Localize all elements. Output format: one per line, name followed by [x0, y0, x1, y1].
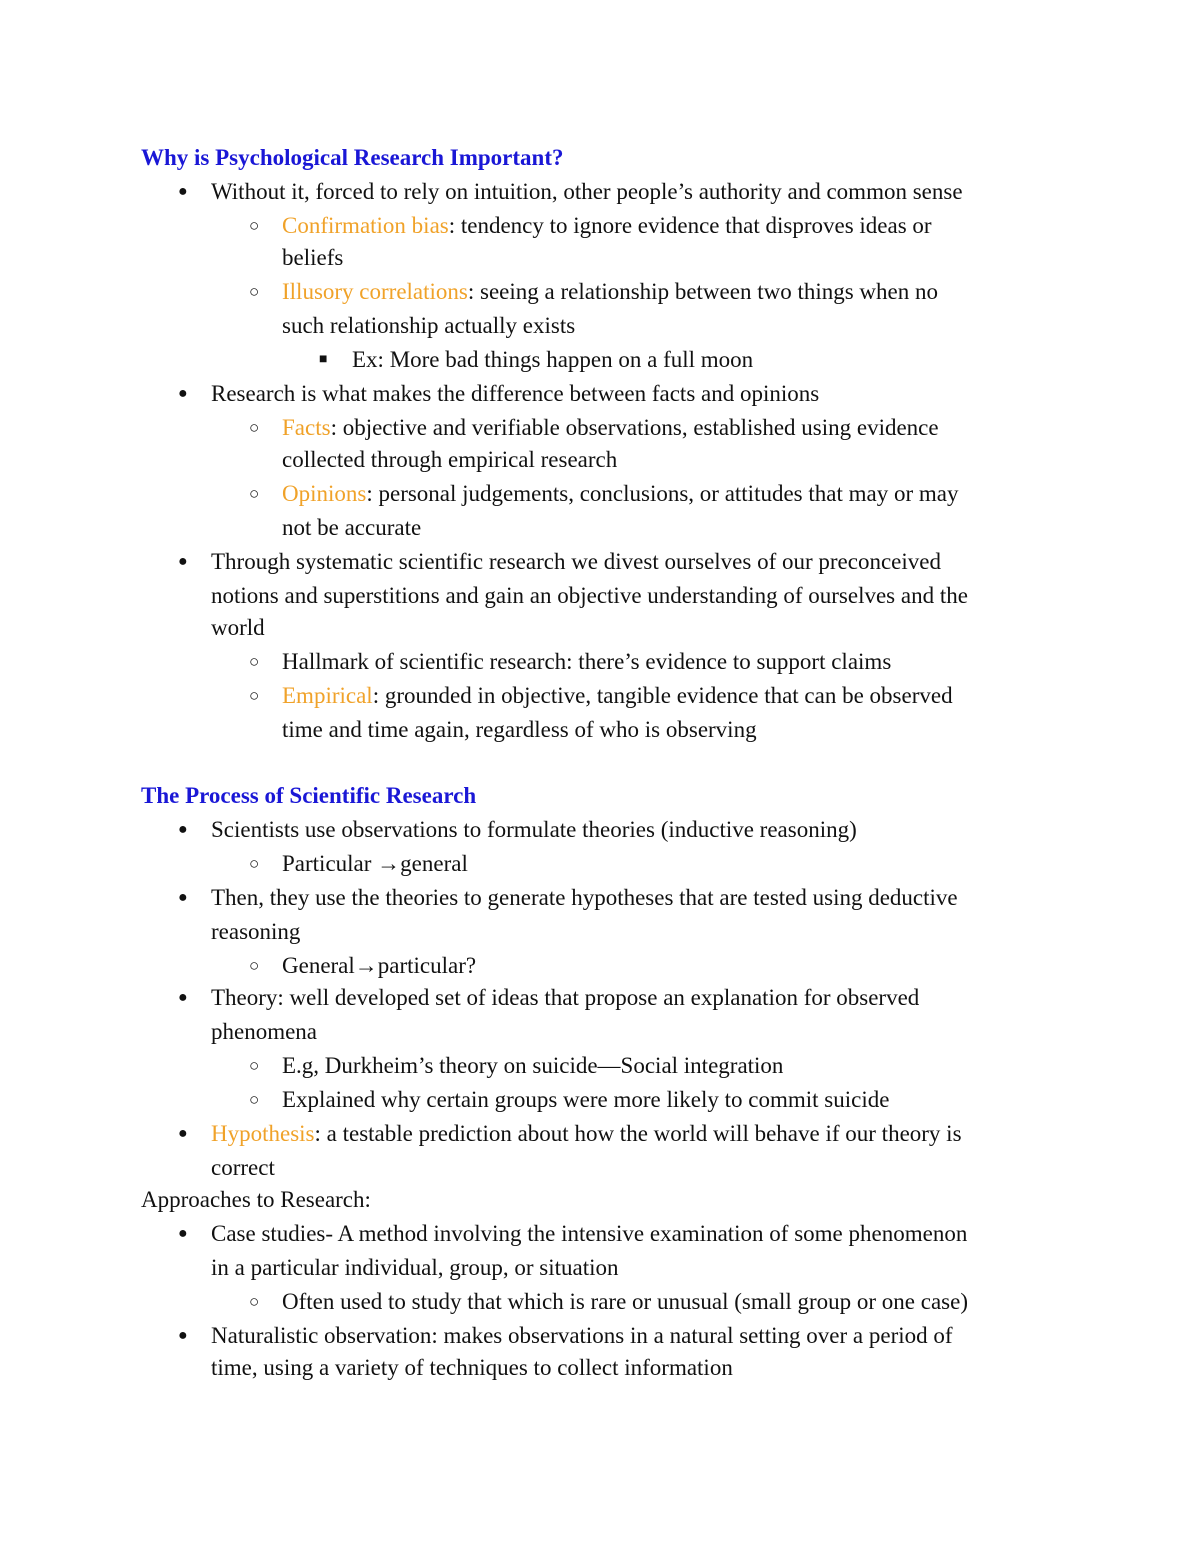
- list-item: Then, they use the theories to generate hypotheses that are tested using deductive: [211, 885, 958, 910]
- term-illusory-correlations: Illusory correlations: [282, 279, 468, 304]
- list-item: General→particular?: [282, 953, 477, 978]
- list-item: Particular →general: [282, 851, 468, 876]
- term-hypothesis: Hypothesis: [211, 1121, 315, 1146]
- definition-text: : objective and verifiable observations, established using evidence: [330, 415, 939, 440]
- term-facts: Facts: [282, 415, 331, 440]
- list-item: [282, 209, 932, 242]
- section-heading-why-research: Why is Psychological Research Important?: [141, 145, 564, 170]
- bullet-disc-icon: [178, 1319, 188, 1352]
- list-item-continuation: time and time again, regardless of who is observing: [282, 717, 757, 742]
- list-item: Case studies- A method involving the intensive examination of some phenomenon: [211, 1221, 968, 1246]
- bullet-circle-icon: [249, 645, 259, 678]
- bullet-disc-icon: [178, 881, 188, 914]
- bullet-circle-icon: [249, 949, 259, 982]
- list-item: Often used to study that which is rare or unusual (small group or one case): [282, 1289, 968, 1314]
- bullet-circle-icon: [249, 1049, 259, 1082]
- bullet-disc-icon: [178, 377, 188, 410]
- definition-text: : seeing a relationship between two things when no: [467, 279, 938, 304]
- list-item-continuation: not be accurate: [282, 515, 422, 540]
- list-item: Scientists use observations to formulate theories (inductive reasoning): [211, 817, 857, 842]
- list-item-continuation: world: [211, 615, 265, 640]
- list-item: Theory: well developed set of ideas that propose an explanation for observed: [211, 985, 920, 1010]
- bullet-square-icon: [319, 343, 327, 376]
- list-item: [282, 411, 939, 444]
- bullet-circle-icon: [249, 275, 259, 308]
- bullet-circle-icon: [249, 477, 259, 510]
- list-item: Research is what makes the difference between facts and opinions: [211, 381, 820, 406]
- term-empirical: Empirical: [282, 683, 373, 708]
- list-item: Naturalistic observation: makes observations in a natural setting over a period of: [211, 1323, 953, 1348]
- bullet-circle-icon: [249, 209, 259, 242]
- bullet-circle-icon: [249, 1083, 259, 1116]
- term-confirmation-bias: Confirmation bias: [282, 213, 449, 238]
- bullet-disc-icon: [178, 1117, 188, 1150]
- bullet-circle-icon: [249, 411, 259, 444]
- list-item: Explained why certain groups were more likely to commit suicide: [282, 1087, 890, 1112]
- bullet-disc-icon: [178, 175, 188, 208]
- list-item: Through systematic scientific research we divest ourselves of our preconceived: [211, 549, 941, 574]
- list-item-continuation: reasoning: [211, 919, 301, 944]
- list-item-continuation: such relationship actually exists: [282, 313, 576, 338]
- term-opinions: Opinions: [282, 481, 367, 506]
- bullet-circle-icon: [249, 679, 259, 712]
- list-item-continuation: beliefs: [282, 245, 344, 270]
- definition-text: : a testable prediction about how the world will behave if our theory is: [314, 1121, 962, 1146]
- section-heading-process: The Process of Scientific Research: [141, 783, 477, 808]
- approaches-label: Approaches to Research:: [141, 1187, 371, 1212]
- list-item: [282, 477, 958, 510]
- list-item: Hallmark of scientific research: there’s evidence to support claims: [282, 649, 892, 674]
- definition-text: : personal judgements, conclusions, or attitudes that may or may: [366, 481, 959, 506]
- definition-text: : grounded in objective, tangible evidence that can be observed: [372, 683, 953, 708]
- bullet-disc-icon: [178, 813, 188, 846]
- list-item: [282, 275, 938, 308]
- list-item: Ex: More bad things happen on a full moon: [352, 347, 754, 372]
- bullet-disc-icon: [178, 981, 188, 1014]
- bullet-circle-icon: [249, 1285, 259, 1318]
- bullet-circle-icon: [249, 847, 259, 880]
- definition-text: : tendency to ignore evidence that disproves ideas or: [448, 213, 932, 238]
- list-item-continuation: time, using a variety of techniques to collect information: [211, 1355, 733, 1380]
- list-item: E.g, Durkheim’s theory on suicide—Social integration: [282, 1053, 784, 1078]
- list-item-continuation: notions and superstitions and gain an objective understanding of ourselves and the: [211, 583, 968, 608]
- bullet-disc-icon: [178, 1217, 188, 1250]
- list-item: Without it, forced to rely on intuition, other people’s authority and common sense: [211, 179, 963, 204]
- list-item-continuation: correct: [211, 1155, 275, 1180]
- list-item: [211, 1117, 962, 1150]
- list-item-continuation: phenomena: [211, 1019, 318, 1044]
- list-item: [282, 679, 953, 712]
- bullet-disc-icon: [178, 545, 188, 578]
- list-item-continuation: collected through empirical research: [282, 447, 618, 472]
- list-item-continuation: in a particular individual, group, or situation: [211, 1255, 619, 1280]
